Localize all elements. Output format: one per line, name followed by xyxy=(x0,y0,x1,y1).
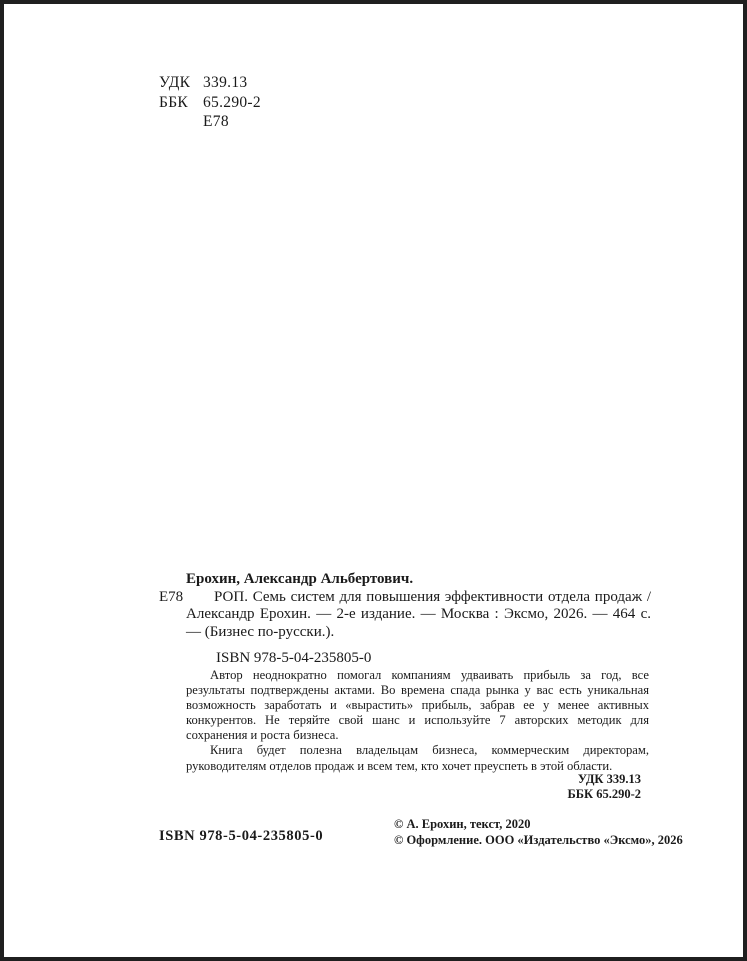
bbk-code-row xyxy=(159,93,261,113)
udk-label: УДК xyxy=(159,74,191,91)
author-sign-spacer xyxy=(159,112,203,132)
annotation-paragraph-1: Автор неоднократно помогал компаниям удваивать прибыль за год, все результаты подтверждены актами. Во времена спада рынка у вас есть уникальная возможность заработать и «вырастить» прибыль, забрав ее у менее активных конкурентов. Не теряйте свой шанс и используйте 7 авторских методик для сохранения и роста бизнеса. xyxy=(186,668,649,743)
bottom-classification-codes xyxy=(567,772,641,802)
udk-code-row xyxy=(159,73,261,93)
bottom-bbk: ББК 65.290-2 xyxy=(567,787,641,801)
isbn-catalog: ISBN 978-5-04-235805-0 xyxy=(216,650,372,667)
copyright-publisher: © Оформление. ООО «Издательство «Эксмо», 2026 xyxy=(394,832,683,847)
top-classification-codes xyxy=(159,73,261,132)
author-sign: Е78 xyxy=(203,113,229,130)
copyright-block xyxy=(394,817,683,848)
bibliographic-description xyxy=(159,589,651,642)
catalog-entry xyxy=(159,571,651,668)
annotation xyxy=(186,668,649,774)
udk-value: 339.13 xyxy=(203,74,248,91)
author-heading: Ерохин, Александр Альбертович. xyxy=(186,571,414,587)
author-sign-row xyxy=(159,112,261,132)
bbk-value: 65.290-2 xyxy=(203,93,261,111)
isbn-footer: ISBN 978-5-04-235805-0 xyxy=(159,828,324,844)
bottom-udk: УДК 339.13 xyxy=(577,772,641,786)
copyright-author: © А. Ерохин, текст, 2020 xyxy=(394,817,531,831)
annotation-paragraph-2: Книга будет полезна владельцам бизнеса, коммерческим директорам, руководителям отделов продаж и всем тем, кто хочет преуспеть в этой области. xyxy=(186,743,649,773)
entry-author-sign: Е78 xyxy=(159,588,184,605)
entry-text: РОП. Семь систем для повышения эффективности отдела продаж / Александр Ерохин. — 2-е издание. — Москва : Эксмо, 2026. — 464 с. — (Бизнес по-русски.). xyxy=(186,588,651,640)
bbk-label: ББК xyxy=(159,93,189,111)
